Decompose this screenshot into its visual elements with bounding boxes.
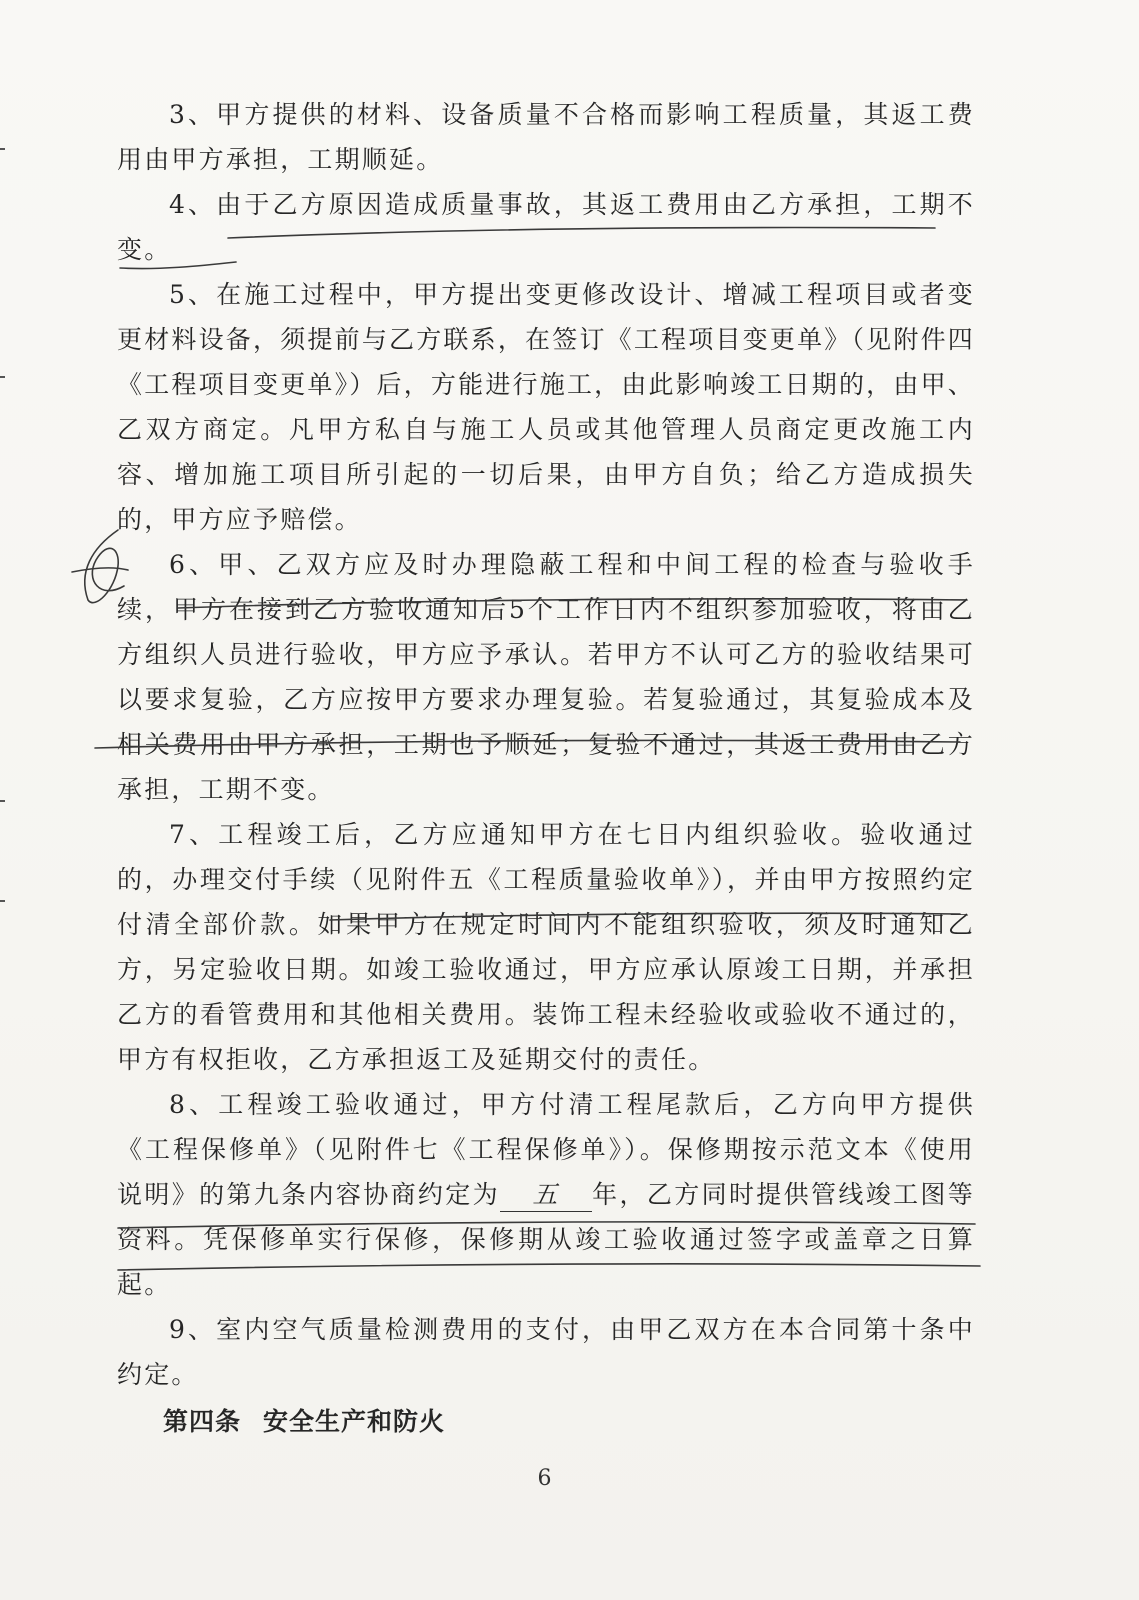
clause-8-text-after: 年，乙方同时提供管线竣工图等资料。凭保修单实行保修，保修期从竣工验收通过签字或盖章之日算起。 — [117, 1180, 975, 1299]
scan-edge-mark — [0, 148, 5, 150]
clause-3: 3、甲方提供的材料、设备质量不合格而影响工程质量，其返工费用由甲方承担，工期顺延。 — [117, 100, 975, 174]
scan-edge-mark — [0, 900, 5, 902]
section-title: 安全生产和防火 — [263, 1407, 446, 1436]
scan-edge-mark — [0, 800, 5, 802]
document-body — [117, 92, 975, 1444]
clause-8 — [117, 1082, 975, 1307]
clause-9: 9、室内空气质量检测费用的支付，由甲乙双方在本合同第十条中约定。 — [117, 1315, 975, 1389]
clause-6: 6、甲、乙双方应及时办理隐蔽工程和中间工程的检查与验收手续，甲方在接到乙方验收通知后5个工作日内不组织参加验收，将由乙方组织人员进行验收，甲方应予承认。若甲方不认可乙方的验收结果可以要求复验，乙方应按甲方要求办理复验。若复验通过，其复验成本及相关费用由甲方承担，工期也予顺延；复验不通过，其返工费用由乙方承担，工期不变。 — [117, 550, 975, 804]
clause-4: 4、由于乙方原因造成质量事故，其返工费用由乙方承担，工期不变。 — [117, 190, 975, 264]
scan-edge-mark — [0, 376, 5, 378]
warranty-years-handwritten: 五 — [500, 1179, 592, 1212]
section-heading — [163, 1399, 975, 1444]
page-number: 6 — [537, 1466, 552, 1491]
clause-7: 7、工程竣工后，乙方应通知甲方在七日内组织验收。验收通过的，办理交付手续（见附件五《工程质量验收单》），并由甲方按照约定付清全部价款。如果甲方在规定时间内不能组织验收，须及时通知乙方，另定验收日期。如竣工验收通过，甲方应承认原竣工日期，并承担乙方的看管费用和其他相关费用。装饰工程未经验收或验收不通过的，甲方有权拒收，乙方承担返工及延期交付的责任。 — [117, 820, 975, 1074]
clause-8-text-before: 8、工程竣工验收通过，甲方付清工程尾款后，乙方向甲方提供《工程保修单》（见附件七《工程保修单》）。保修期按示范文本《使用说明》的第九条内容协商约定为 — [117, 1090, 975, 1209]
section-number: 第四条 — [163, 1407, 242, 1436]
clause-5: 5、在施工过程中，甲方提出变更修改设计、增减工程项目或者变更材料设备，须提前与乙方联系，在签订《工程项目变更单》（见附件四《工程项目变更单》）后，方能进行施工，由此影响竣工日期的，由甲、乙双方商定。凡甲方私自与施工人员或其他管理人员商定更改施工内容、增加施工项目所引起的一切后果，由甲方自负；给乙方造成损失的，甲方应予赔偿。 — [117, 280, 975, 534]
